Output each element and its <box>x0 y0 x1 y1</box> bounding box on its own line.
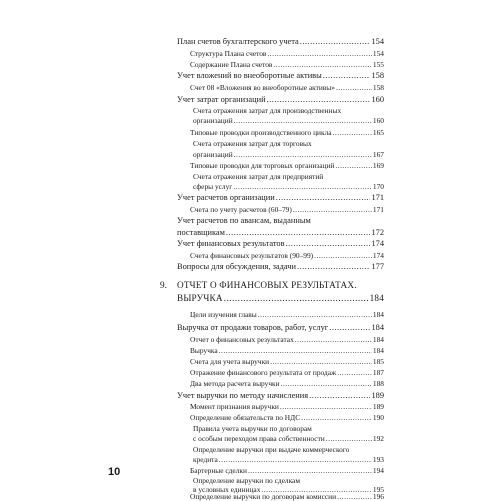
leader-dots <box>329 323 370 332</box>
toc-entry[interactable] <box>193 139 384 148</box>
toc-entry-title: Учет расчетов по авансам, выданным <box>177 216 311 225</box>
toc-entry-page: 195 <box>372 485 384 494</box>
toc-entry-page: 184 <box>372 335 384 344</box>
toc-entry-page: 160 <box>372 116 384 125</box>
chapter-title-line1: ОТЧЕТ О ФИНАНСОВЫХ РЕЗУЛЬТАТАХ. <box>177 280 357 290</box>
leader-dots <box>233 182 372 191</box>
toc-entry-title: Счета для учета выручки <box>190 357 270 366</box>
chapter-title[interactable] <box>177 280 384 290</box>
toc-entry-page: 187 <box>372 368 384 377</box>
toc-entry[interactable] <box>193 172 384 181</box>
toc-entry-page: 172 <box>371 228 384 237</box>
toc-entry-title: Типовые проводки производственного цикла <box>190 128 332 137</box>
leader-dots <box>280 402 372 411</box>
toc-entry[interactable] <box>193 106 384 115</box>
leader-dots <box>258 310 372 319</box>
toc-entry[interactable] <box>190 413 384 422</box>
toc-entry-page: 185 <box>372 357 384 366</box>
toc-entry[interactable] <box>190 161 384 170</box>
toc-entry-page: 174 <box>372 251 384 260</box>
chapter-title-end[interactable] <box>177 293 384 303</box>
toc-entry-title: поставщикам <box>177 228 225 237</box>
toc-entry-title: Счета финансовых результатов (90–99) <box>190 251 314 260</box>
leader-dots <box>224 293 369 303</box>
toc-entry-page: 165 <box>372 128 384 137</box>
toc-entry-page: 184 <box>372 310 384 319</box>
toc-entry[interactable] <box>177 193 384 202</box>
leader-dots <box>323 71 371 80</box>
toc-entry-page: 189 <box>372 402 384 411</box>
leader-dots <box>301 413 372 422</box>
toc-entry-page: 170 <box>372 182 384 191</box>
toc-entry-page: 196 <box>372 492 384 501</box>
toc-entry[interactable] <box>190 402 384 411</box>
toc-entry[interactable] <box>177 95 384 104</box>
chapter-number: 9. <box>160 280 167 290</box>
toc-entry-title: Отражение финансового результата от продаж <box>190 368 337 377</box>
leader-dots <box>333 128 372 137</box>
toc-entry[interactable] <box>190 466 384 475</box>
toc-entry-title: Выручка от продажи товаров, работ, услуг <box>177 323 329 332</box>
toc-entry-title: Отчет о финансовых результатах <box>190 335 294 344</box>
toc-entry-page: 189 <box>371 391 384 400</box>
toc-entry-title: кредита <box>193 455 218 464</box>
leader-dots <box>276 193 371 202</box>
toc-entry[interactable] <box>190 83 384 92</box>
toc-entry-page: 184 <box>372 346 384 355</box>
toc-entry-title: Структура Плана счетов <box>190 49 267 58</box>
toc-entry-title: Счета отражения затрат для предприятий <box>193 172 324 181</box>
leader-dots <box>273 60 371 69</box>
leader-dots <box>219 455 372 464</box>
leader-dots <box>295 335 372 344</box>
toc-entry-title: Счета по учету расчетов (60–79) <box>190 205 292 214</box>
leader-dots <box>270 357 372 366</box>
toc-entry-page: 167 <box>372 150 384 159</box>
toc-entry[interactable] <box>190 368 384 377</box>
toc-entry-title: Счет 08 «Вложения во внеоборотные активы» <box>190 83 335 92</box>
toc-entry-title: сферы услуг <box>193 182 233 191</box>
toc-entry-title: Определение выручки по договорам комиссии <box>190 492 337 501</box>
toc-entry-page: 194 <box>372 466 384 475</box>
toc-entry-title: Учет вложений во внеоборотные активы <box>177 71 322 80</box>
toc-entry-title: Счета отражения затрат для производственных <box>193 106 342 115</box>
toc-entry[interactable] <box>177 239 384 248</box>
toc-entry-page: 154 <box>372 49 384 58</box>
toc-entry-title: Цели изучения главы <box>190 310 257 319</box>
toc-entry[interactable] <box>177 323 384 332</box>
toc-entry[interactable] <box>193 116 384 125</box>
toc-entry[interactable] <box>193 424 384 433</box>
leader-dots <box>335 161 372 170</box>
toc-entry-page: 190 <box>372 413 384 422</box>
toc-entry-title: организаций <box>193 150 233 159</box>
toc-entry-title: Момент признания выручки <box>190 402 279 411</box>
toc-entry[interactable] <box>190 357 384 366</box>
toc-entry[interactable] <box>177 391 384 400</box>
toc-entry-page: 177 <box>371 262 384 271</box>
leader-dots <box>337 368 372 377</box>
toc-entry-page: 174 <box>371 239 384 248</box>
toc-entry-title: Учет расчетов организации <box>177 193 275 202</box>
toc-entry[interactable] <box>193 455 384 464</box>
leader-dots <box>267 95 371 104</box>
toc-entry[interactable] <box>177 228 384 237</box>
toc-entry-page: 193 <box>372 455 384 464</box>
toc-entry-page: 192 <box>372 434 384 443</box>
toc-entry-title: План счетов бухгалтерского учета <box>177 37 299 46</box>
leader-dots <box>286 239 371 248</box>
toc-entry-page: 158 <box>371 71 384 80</box>
toc-entry-title: Правила учета выручки по договорам <box>193 424 312 433</box>
toc-entry[interactable] <box>193 182 384 191</box>
leader-dots <box>293 205 372 214</box>
toc-entry-page: 171 <box>371 193 384 202</box>
toc-entry-title: Выручка <box>190 346 218 355</box>
toc-entry-title: Содержание Плана счетов <box>190 60 273 69</box>
toc-entry[interactable] <box>193 150 384 159</box>
toc-entry[interactable] <box>190 379 384 388</box>
leader-dots <box>219 346 372 355</box>
toc-entry[interactable] <box>177 71 384 80</box>
toc-entry-page: 155 <box>372 60 384 69</box>
toc-entry[interactable] <box>190 128 384 137</box>
toc-entry-page: 188 <box>372 379 384 388</box>
toc-entry[interactable] <box>190 205 384 214</box>
toc-entry[interactable] <box>177 262 384 271</box>
toc-entry-title: организаций <box>193 116 233 125</box>
chapter-title-line2: ВЫРУЧКА <box>177 293 223 303</box>
toc-entry[interactable] <box>190 251 384 260</box>
toc-entry[interactable] <box>177 37 384 46</box>
toc-entry-page: 154 <box>371 37 384 46</box>
leader-dots <box>281 379 372 388</box>
toc-entry-title: в условных единицах <box>193 485 261 494</box>
leader-dots <box>234 116 372 125</box>
page-number: 10 <box>108 466 121 478</box>
toc-entry-title: Учет затрат организаций <box>177 95 266 104</box>
toc-entry[interactable] <box>193 434 384 443</box>
leader-dots <box>297 262 371 271</box>
toc-entry-page: 169 <box>372 161 384 170</box>
toc-entry-title: Типовые проводки для торговых организаций <box>190 161 335 170</box>
toc-entry[interactable] <box>190 49 384 58</box>
toc-entry-title: Учет финансовых результатов <box>177 239 285 248</box>
toc-entry-title: Бартерные сделки <box>190 466 247 475</box>
toc-entry-title: Учет выручки по методу начисления <box>177 391 309 400</box>
toc-entry-page: 158 <box>372 83 384 92</box>
leader-dots <box>336 83 372 92</box>
leader-dots <box>248 466 372 475</box>
toc-entry-title: Определение выручки по сделкам <box>193 476 301 485</box>
leader-dots <box>314 251 372 260</box>
toc-entry[interactable] <box>193 476 384 485</box>
toc-entry-title: Определение обязательств по НДС <box>190 413 301 422</box>
toc-entry-page: 184 <box>371 323 384 332</box>
toc-entry-title: Счета отражения затрат для торговых <box>193 139 312 148</box>
leader-dots <box>267 49 371 58</box>
toc-entry[interactable] <box>190 310 384 319</box>
toc-entry-title: Два метода расчета выручки <box>190 379 280 388</box>
toc-entry-title: Вопросы для обсуждения, задачи <box>177 262 296 271</box>
toc-entry-page: 160 <box>371 95 384 104</box>
toc-entry[interactable] <box>193 445 384 454</box>
leader-dots <box>234 150 372 159</box>
leader-dots <box>300 37 371 46</box>
leader-dots <box>309 391 370 400</box>
toc-entry-page: 171 <box>372 205 384 214</box>
toc-entry-title: с особым переходом права собственности <box>193 434 325 443</box>
chapter-page: 184 <box>369 293 384 303</box>
toc-entry[interactable] <box>177 216 384 225</box>
toc-entry[interactable] <box>190 335 384 344</box>
leader-dots <box>326 434 372 443</box>
toc-entry-title: Определение выручки при выдаче коммерческого <box>193 445 350 454</box>
leader-dots <box>226 228 371 237</box>
toc-entry[interactable] <box>190 60 384 69</box>
toc-entry[interactable] <box>190 346 384 355</box>
